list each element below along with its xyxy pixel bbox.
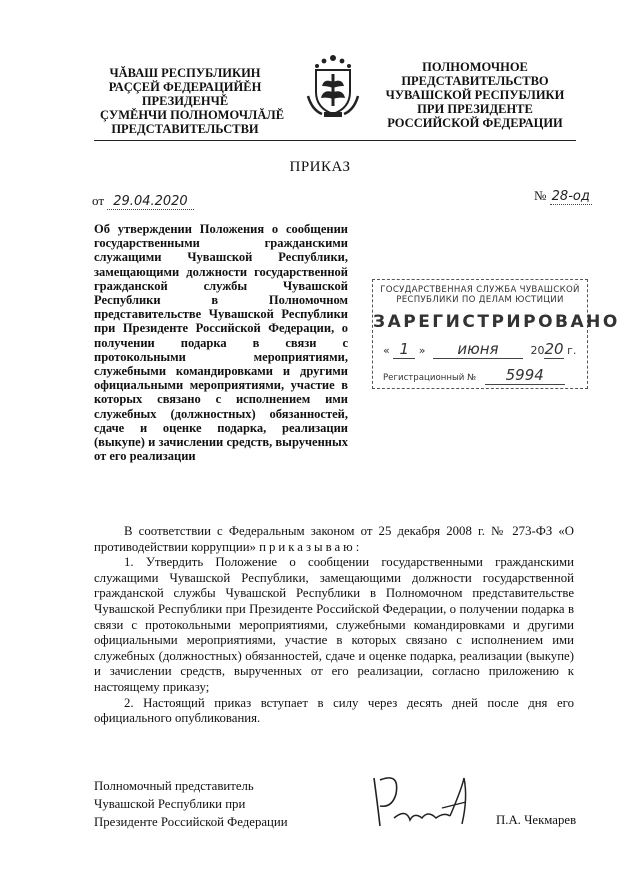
document-subject: Об утверждении Положения о сообщении государственными гражданскими служащими Чувашской Республики, замещающими должности государственной гражданской службы Чувашской Республики в Полномочном представительстве Чувашской Республики при Президенте Российской Федерации, о получении подарка в связи с протокольными мероприятиями, служебными командировками и другими официальными мероприятиями, участие в которых связано с исполнением ими служебных (должностных) обязанностей, сдаче и оценке подарка, реализации (выкупе) и зачислении средств, вырученных от его реализации [94, 222, 348, 464]
preamble-text: В соответствии с Федеральным законом от 25 декабря 2008 г. № 273-ФЗ «О противодействии коррупции» [94, 524, 574, 554]
header-divider [94, 140, 576, 141]
header-right-line: РОССИЙСКОЙ ФЕДЕРАЦИИ [387, 116, 563, 130]
date-value: 29.04.2020 [107, 194, 193, 210]
header-left-line: ПРЕЗИДЕНЧĚ [141, 94, 229, 108]
document-body [94, 524, 574, 727]
order-item-1: 1. Утвердить Положение о сообщении государственными гражданскими служащими Чувашской Республики, замещающими должности государственной гражданской службы Чувашской Республики в Полномочном представительстве Чувашской Республики при Президенте Российской Федерации, о получении подарка в связи с протокольными мероприятиями, служебными командировками и другими официальными мероприятиями, участие в которых связано с исполнением ими служебных (должностных) обязанностей, сдаче и оценке подарка, реализации (выкупе) и зачислении средств, вырученных от его реализации, согласно приложению к настоящему приказу; [94, 555, 574, 694]
order-item-2: 2. Настоящий приказ вступает в силу через десять дней после дня его официального опубликования. [94, 695, 574, 726]
preamble-paragraph [94, 524, 574, 555]
header-right-line: ПРЕДСТАВИТЕЛЬСТВО [401, 74, 549, 88]
date-prefix: от [92, 193, 105, 208]
stamp-quote-open: « [383, 344, 390, 357]
header-left-line: ПРЕДСТАВИТЕЛЬСТВИ [111, 122, 259, 136]
document-title: ПРИКАЗ [289, 159, 351, 175]
stamp-agency-line: РЕСПУБЛИКИ ПО ДЕЛАМ ЮСТИЦИИ [396, 295, 564, 305]
stamp-agency-line: ГОСУДАРСТВЕННАЯ СЛУЖБА ЧУВАШСКОЙ [380, 285, 580, 295]
stamp-reg-number: 5994 [485, 366, 565, 385]
stamp-year-abbr: г. [567, 344, 577, 357]
header-left-line: РАÇÇЕЙ ФЕДЕРАЦИЙĚН [108, 80, 262, 94]
signatory-position-line: Полномочный представитель [94, 779, 254, 793]
chuvash-emblem-icon [302, 52, 364, 120]
signatory-position-line: Чувашской Республики при [94, 797, 246, 811]
signatory-name: П.А. Чекмарев [496, 813, 577, 827]
signatory-position-line: Президенте Российской Федерации [94, 815, 288, 829]
number-value: 28-од [551, 189, 590, 204]
stamp-year-suffix: 20 [544, 340, 564, 358]
document-date [92, 193, 194, 210]
signatory-position [94, 777, 288, 831]
document-number [534, 188, 592, 205]
number-prefix: № [534, 188, 547, 203]
stamp-registration-number [383, 366, 565, 385]
handwritten-signature [366, 768, 476, 836]
header-right-line: ЧУВАШСКОЙ РЕСПУБЛИКИ [385, 88, 565, 102]
header-right-line: ПРИ ПРЕЗИДЕНТЕ [417, 102, 533, 116]
stamp-date [383, 340, 576, 359]
registration-stamp [372, 279, 620, 389]
stamp-quote-close: » [418, 344, 426, 357]
stamp-day: 1 [393, 340, 415, 359]
header-right-russian [380, 60, 570, 130]
stamp-month: июня [433, 340, 523, 359]
preamble-order-word: приказываю: [259, 539, 363, 554]
stamp-reg-label: Регистрационный № [383, 373, 476, 383]
header-left-line: ÇУМĚНЧИ ПОЛНОМОЧЛĂЛĔ [100, 108, 285, 122]
header-left-line: ЧĂВАШ РЕСПУБЛИКИН [109, 66, 261, 80]
stamp-registered-label: ЗАРЕГИСТРИРОВАНО [373, 312, 620, 332]
header-right-line: ПОЛНОМОЧНОЕ [422, 60, 528, 74]
header-left-chuvash [100, 66, 285, 136]
stamp-year-prefix: 20 [530, 344, 545, 357]
